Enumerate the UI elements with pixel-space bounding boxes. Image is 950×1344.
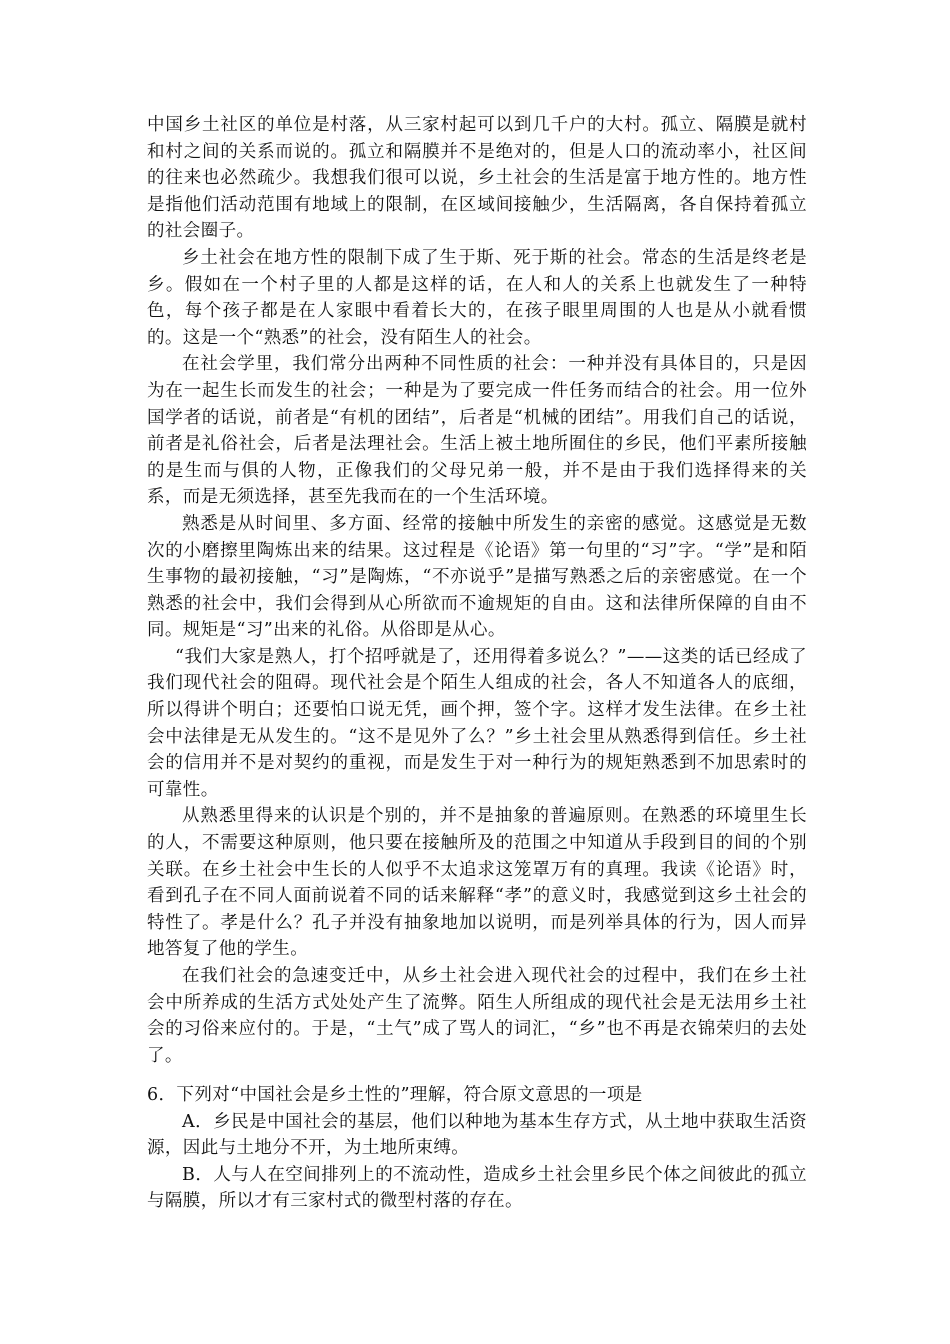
paragraph-4: 熟悉是从时间里、多方面、经常的接触中所发生的亲密的感觉。这感觉是无数次的小磨擦里陶炼出来的结果。这过程是《论语》第一句里的“习”字。“学”是和陌生事物的最初接触，“习”是陶炼，“不亦说乎”是描写熟悉之后的亲密感觉。在一个熟悉的社会中，我们会得到从心所欲而不逾规矩的自由。这和法律所保障的自由不同。规矩是“习”出来的礼俗。从俗即是从心。 [147, 513, 807, 641]
paragraph-6: 从熟悉里得来的认识是个别的，并不是抽象的普遍原则。在熟悉的环境里生长的人，不需要这种原则，他只要在接触所及的范围之中知道从手段到目的间的个别关联。在乡土社会中生长的人似乎不太追求这笼罩万有的真理。我读《论语》时，看到孔子在不同人面前说着不同的话来解释“孝”的意义时，我感觉到这乡土社会的特性了。孝是什么？孔子并没有抽象地加以说明，而是列举具体的行为，因人而异地答复了他的学生。 [147, 806, 807, 960]
option-a: A．乡民是中国社会的基层，他们以种地为基本生存方式，从土地中获取生活资源，因此与土地分不开，为土地所束缚。 [147, 1111, 807, 1159]
question-stem: 6．下列对“中国社会是乡土性的”理解，符合原文意思的一项是 [147, 1085, 643, 1105]
paragraph-7: 在我们社会的急速变迁中，从乡土社会进入现代社会的过程中，我们在乡土社会中所养成的生活方式处处产生了流弊。陌生人所组成的现代社会是无法用乡土社会的习俗来应付的。于是，“土气”成了骂人的词汇，“乡”也不再是衣锦荣归的去处了。 [147, 966, 807, 1066]
paragraph-3: 在社会学里，我们常分出两种不同性质的社会：一种并没有具体目的，只是因为在一起生长而发生的社会；一种是为了要完成一件任务而结合的社会。用一位外国学者的话说，前者是“有机的团结”，后者是“机械的团结”。用我们自己的话说，前者是礼俗社会，后者是法理社会。生活上被土地所囿住的乡民，他们平素所接触的是生而与俱的人物，正像我们的父母兄弟一般，并不是由于我们选择得来的关系，而是无须选择，甚至先我而在的一个生活环境。 [147, 354, 807, 508]
paragraph-1: 中国乡土社区的单位是村落，从三家村起可以到几千户的大村。孤立、隔膜是就村和村之间的关系而说的。孤立和隔膜并不是绝对的，但是人口的流动率小，社区间的往来也必然疏少。我想我们很可以说，乡土社会的生活是富于地方性的。地方性是指他们活动范围有地域上的限制，在区域间接触少，生活隔离，各自保持着孤立的社会圈子。 [147, 115, 807, 242]
paragraph-5: “我们大家是熟人，打个招呼就是了，还用得着多说么？”——这类的话已经成了我们现代社会的阻碍。现代社会是个陌生人组成的社会，各人不知道各人的底细，所以得讲个明白；还要怕口说无凭，画个押，签个字。这样才发生法律。在乡土社会中法律是无从发生的。“这不是见外了么？”乡土社会里从熟悉得到信任。乡土社会的信用并不是对契约的重视，而是发生于对一种行为的规矩熟悉到不加思索时的可靠性。 [147, 646, 807, 800]
paragraph-2: 乡土社会在地方性的限制下成了生于斯、死于斯的社会。常态的生活是终老是乡。假如在一个村子里的人都是这样的话，在人和人的关系上也就发生了一种特色，每个孩子都是在人家眼中看着长大的，在孩子眼里周围的人也是从小就看惯的。这是一个“熟悉”的社会，没有陌生人的社会。 [147, 247, 807, 348]
option-b: B．人与人在空间排列上的不流动性，造成乡土社会里乡民个体之间彼此的孤立与隔膜，所以才有三家村式的微型村落的存在。 [147, 1164, 807, 1212]
question-6 [147, 1082, 807, 1215]
article-text [147, 112, 807, 1069]
